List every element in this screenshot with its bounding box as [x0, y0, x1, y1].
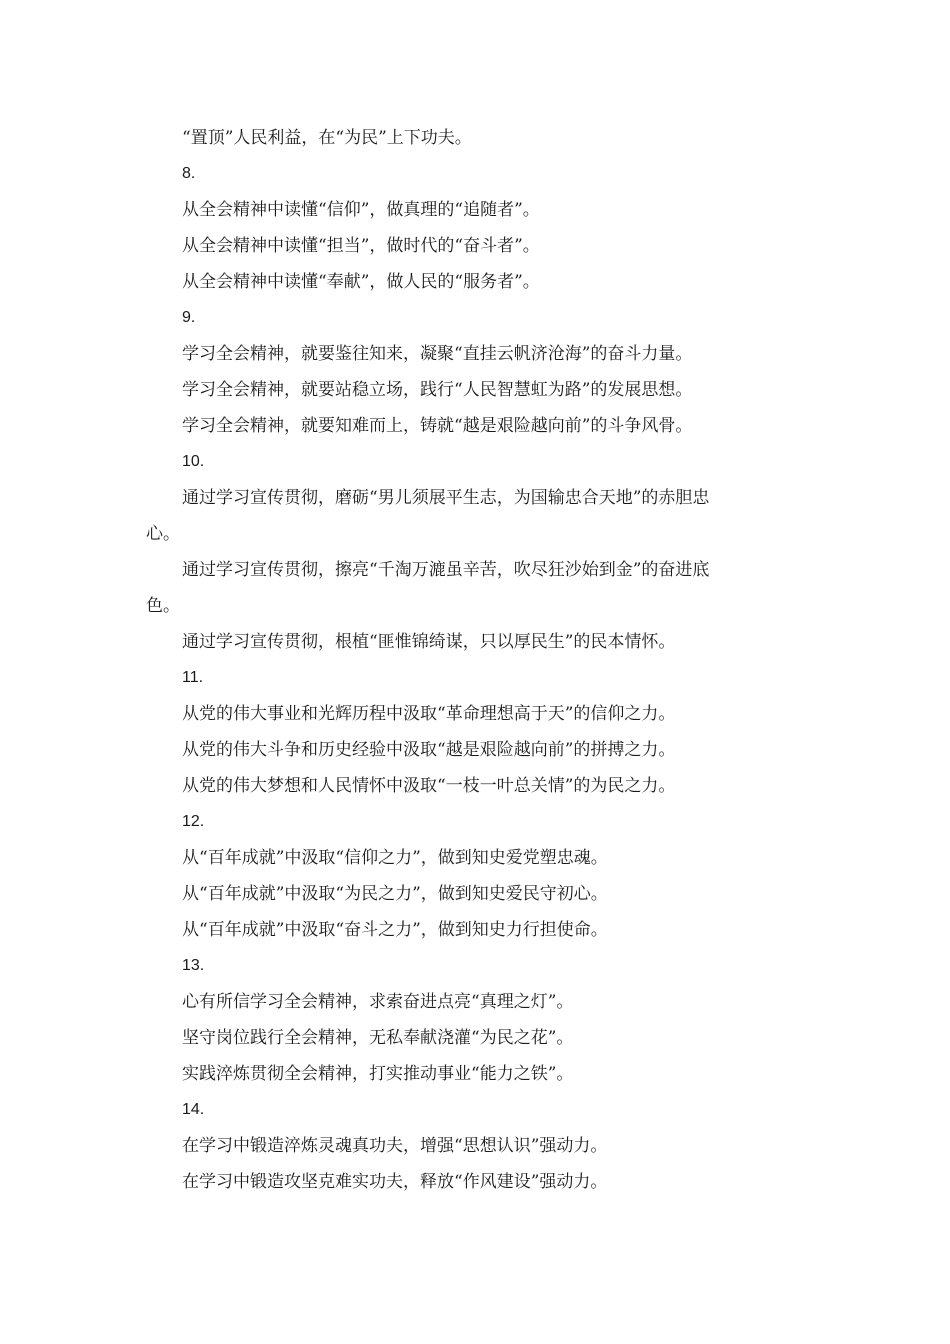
section-number: 9.	[182, 309, 196, 326]
paragraph-line: 学习全会精神，就要鉴往知来，凝聚“直挂云帆济沧海”的奋斗力量。	[182, 344, 693, 364]
section-number: 13.	[182, 957, 205, 974]
paragraph-line: 通过学习宣传贯彻，磨砺“男儿须展平生志，为国输忠合天地”的赤胆忠	[182, 488, 710, 508]
paragraph-line: 从“百年成就”中汲取“奋斗之力”，做到知史力行担使命。	[182, 920, 608, 940]
document-body	[146, 120, 806, 1200]
section-number: 11.	[182, 669, 204, 686]
paragraph-continuation: 色。	[146, 596, 180, 616]
paragraph-line: 从全会精神中读懂“奉献”，做人民的“服务者”。	[182, 272, 540, 292]
paragraph-line: 在学习中锻造淬炼灵魂真功夫，增强“思想认识”强动力。	[182, 1136, 608, 1156]
paragraph-line: “置顶”人民利益，在“为民”上下功夫。	[182, 128, 472, 148]
paragraph-line: 实践淬炼贯彻全会精神，打实推动事业“能力之铁”。	[182, 1064, 574, 1084]
section-number: 8.	[182, 165, 196, 182]
paragraph-continuation: 心。	[146, 524, 180, 544]
paragraph-line: 从全会精神中读懂“信仰”，做真理的“追随者”。	[182, 200, 540, 220]
paragraph-line: 从“百年成就”中汲取“为民之力”，做到知史爱民守初心。	[182, 884, 608, 904]
section-number: 14.	[182, 1101, 205, 1118]
paragraph-line: 从“百年成就”中汲取“信仰之力”，做到知史爱党塑忠魂。	[182, 848, 608, 868]
paragraph-line: 从党的伟大梦想和人民情怀中汲取“一枝一叶总关情”的为民之力。	[182, 776, 676, 796]
section-number: 10.	[182, 453, 205, 470]
paragraph-line: 学习全会精神，就要站稳立场，践行“人民智慧虹为路”的发展思想。	[182, 380, 693, 400]
paragraph-line: 从党的伟大斗争和历史经验中汲取“越是艰险越向前”的拼搏之力。	[182, 740, 676, 760]
paragraph-line: 通过学习宣传贯彻，根植“匪惟锦绮谋，只以厚民生”的民本情怀。	[182, 632, 676, 652]
paragraph-line: 心有所信学习全会精神，求索奋进点亮“真理之灯”。	[182, 992, 574, 1012]
paragraph-line: 从党的伟大事业和光辉历程中汲取“革命理想高于天”的信仰之力。	[182, 704, 676, 724]
paragraph-line: 通过学习宣传贯彻，擦亮“千淘万漉虽辛苦，吹尽狂沙始到金”的奋进底	[182, 560, 710, 580]
paragraph-line: 坚守岗位践行全会精神，无私奉献浇灌“为民之花”。	[182, 1028, 574, 1048]
paragraph-line: 从全会精神中读懂“担当”，做时代的“奋斗者”。	[182, 236, 540, 256]
paragraph-line: 学习全会精神，就要知难而上，铸就“越是艰险越向前”的斗争风骨。	[182, 416, 693, 436]
section-number: 12.	[182, 813, 205, 830]
paragraph-line: 在学习中锻造攻坚克难实功夫，释放“作风建设”强动力。	[182, 1172, 608, 1192]
